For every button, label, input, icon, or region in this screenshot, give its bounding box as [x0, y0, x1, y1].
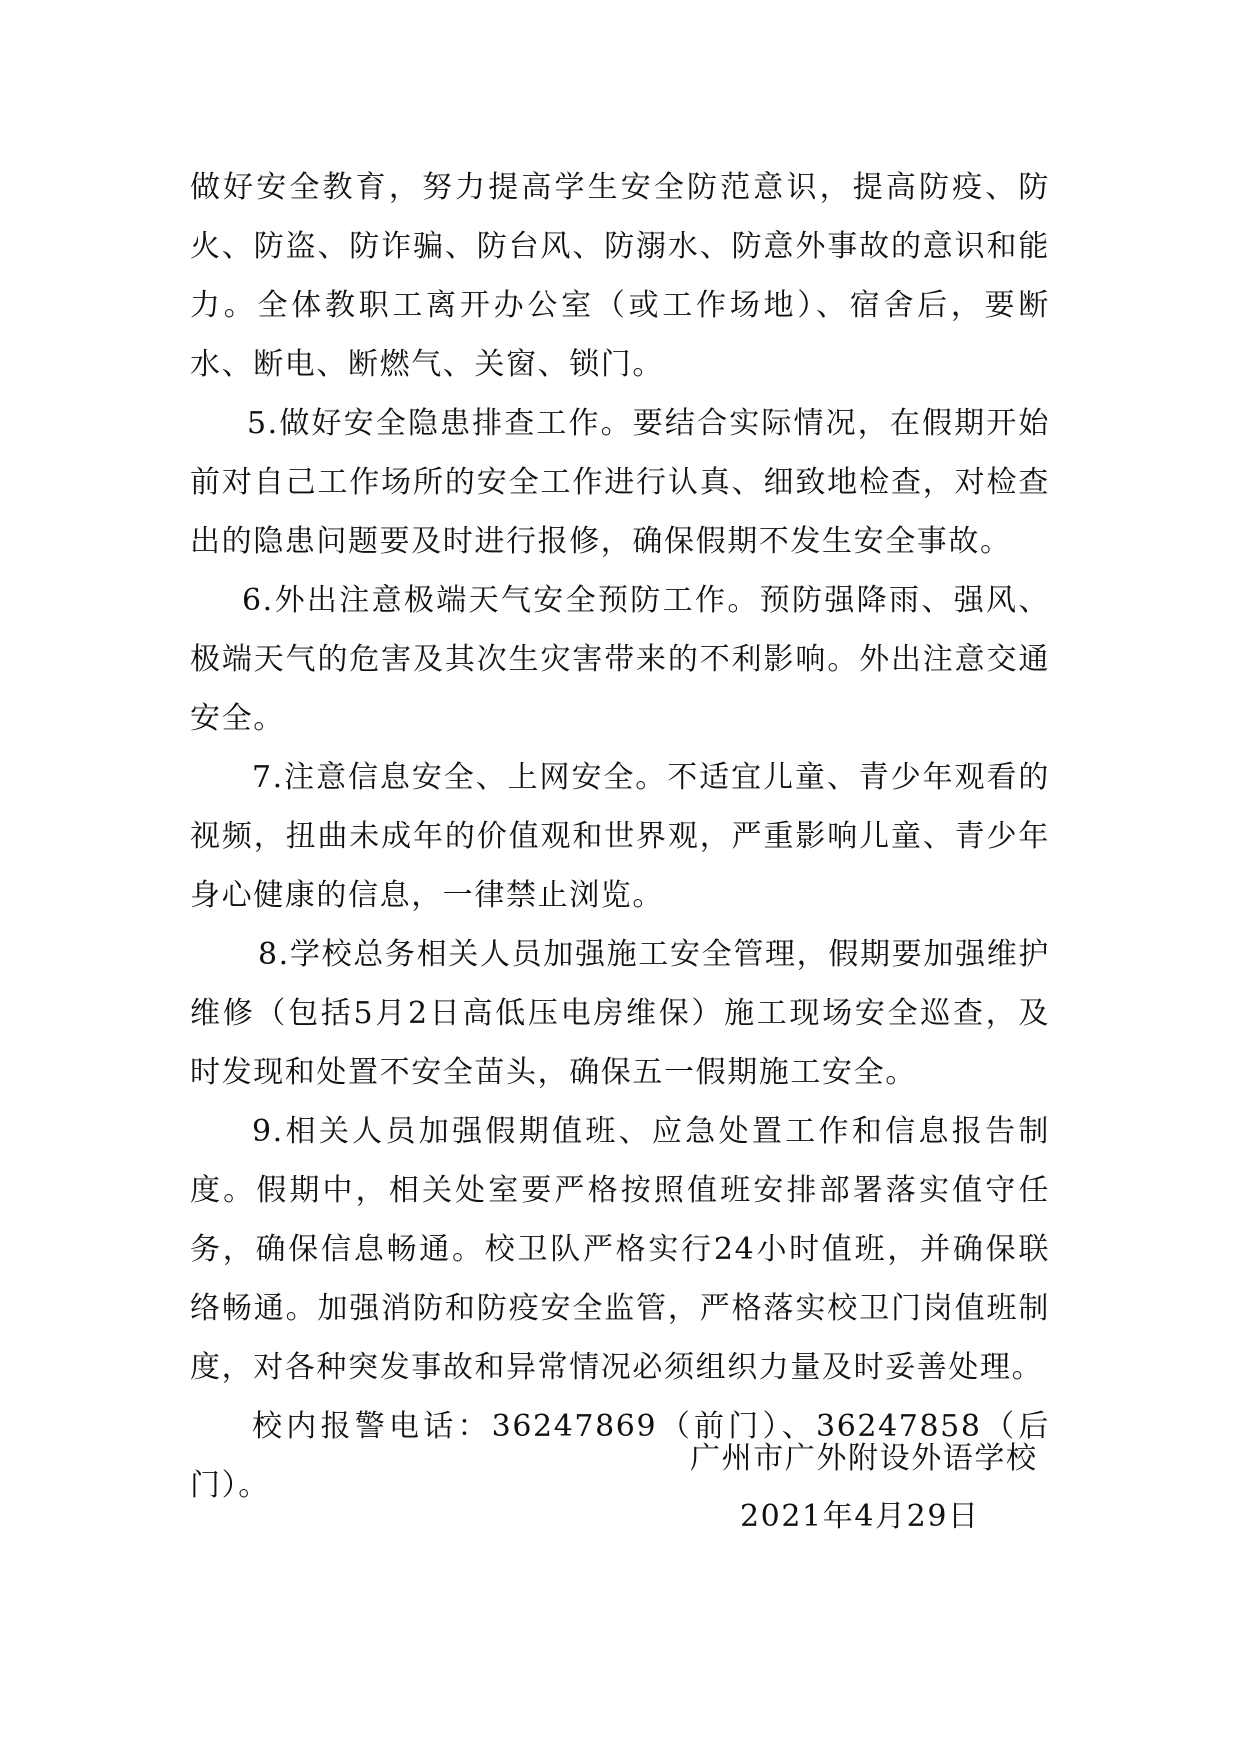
document-body	[190, 158, 1050, 1515]
signature-block	[690, 1430, 1050, 1546]
paragraph-alarm-hotline: 校内报警电话：36247869（前门）、36247858（后门）。	[190, 1409, 1050, 1503]
paragraph-safety-education: 做好安全教育，努力提高学生安全防范意识，提高防疫、防火、防盗、防诈骗、防台风、防溺水、防意外事故的意识和能力。全体教职工离开办公室（或工作场地）、宿舍后，要断水、断电、断燃气、关窗、锁门。	[190, 170, 1050, 382]
paragraph-internet-safety: 7.注意信息安全、上网安全。不适宜儿童、青少年观看的视频，扭曲未成年的价值观和世界观，严重影响儿童、青少年身心健康的信息，一律禁止浏览。	[190, 760, 1050, 913]
paragraph-construction-safety: 8.学校总务相关人员加强施工安全管理，假期要加强维护维修（包括5月2日高低压电房维保）施工现场安全巡查，及时发现和处置不安全苗头，确保五一假期施工安全。	[190, 937, 1050, 1090]
paragraph-duty-reporting: 9.相关人员加强假期值班、应急处置工作和信息报告制度。假期中，相关处室要严格按照值班安排部署落实值守任务，确保信息畅通。校卫队严格实行24小时值班，并确保联络畅通。加强消防和防疫安全监管，严格落实校卫门岗值班制度，对各种突发事故和异常情况必须组织力量及时妥善处理。	[190, 1114, 1050, 1385]
paragraph-hazard-inspection: 5.做好安全隐患排查工作。要结合实际情况，在假期开始前对自己工作场所的安全工作进行认真、细致地检查，对检查出的隐患问题要及时进行报修，确保假期不发生安全事故。	[190, 406, 1050, 559]
paragraph-extreme-weather: 6.外出注意极端天气安全预防工作。预防强降雨、强风、极端天气的危害及其次生灾害带来的不利影响。外出注意交通安全。	[190, 583, 1050, 736]
signature-date: 2021年4月29日	[740, 1499, 980, 1534]
signature-organization: 广州市广外附设外语学校	[690, 1441, 1038, 1476]
